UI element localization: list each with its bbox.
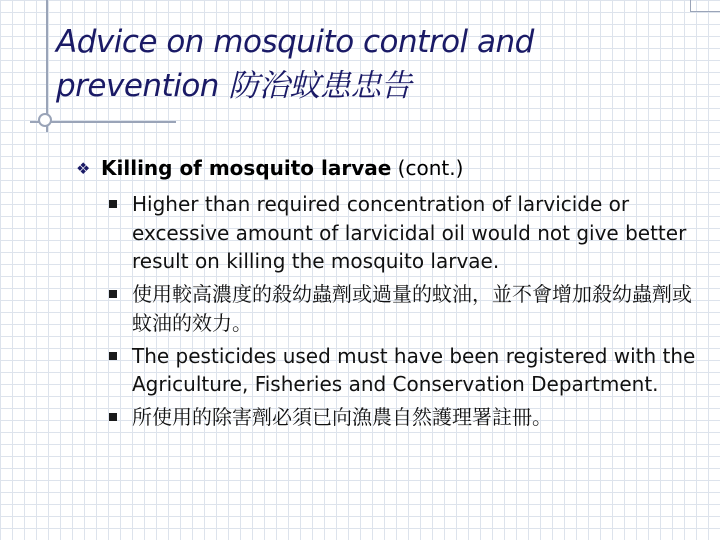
list-item-text: 所使用的除害劑必須已向漁農自然護理署註冊。 bbox=[132, 404, 552, 429]
square-bullet-icon bbox=[109, 290, 117, 298]
diamond-bullet-icon: ❖ bbox=[76, 159, 91, 178]
list-item bbox=[106, 280, 706, 337]
list-item bbox=[106, 190, 706, 276]
section-heading-rest: (cont.) bbox=[391, 156, 464, 180]
square-bullet-icon bbox=[109, 352, 117, 360]
list-item-text: Higher than required concentration of larvicide or excessive amount of larvicidal oil would not give better result on killing the mosquito larvae. bbox=[132, 192, 687, 274]
square-bullet-icon bbox=[109, 200, 117, 208]
bullet-list bbox=[106, 190, 706, 436]
list-item-text: The pesticides used must have been registered with the Agriculture, Fisheries and Conservation Department. bbox=[132, 343, 696, 397]
list-item bbox=[106, 342, 706, 399]
rule-ring-icon bbox=[38, 113, 52, 127]
corner-decoration bbox=[690, 0, 720, 12]
title-horizontal-rule bbox=[30, 121, 176, 123]
list-item bbox=[106, 403, 706, 432]
section-heading bbox=[101, 154, 463, 182]
slide-title-line-1: Advice on mosquito control and bbox=[56, 24, 534, 60]
section-heading-bold: Killing of mosquito larvae bbox=[101, 156, 392, 180]
square-bullet-icon bbox=[109, 413, 117, 421]
list-item-text: 使用較高濃度的殺幼蟲劑或過量的蚊油，並不會增加殺幼蟲劑或蚊油的效力。 bbox=[132, 282, 692, 335]
slide-title bbox=[56, 20, 696, 108]
slide-title-line-2: prevention 防治蚊患忠告 bbox=[56, 68, 412, 104]
